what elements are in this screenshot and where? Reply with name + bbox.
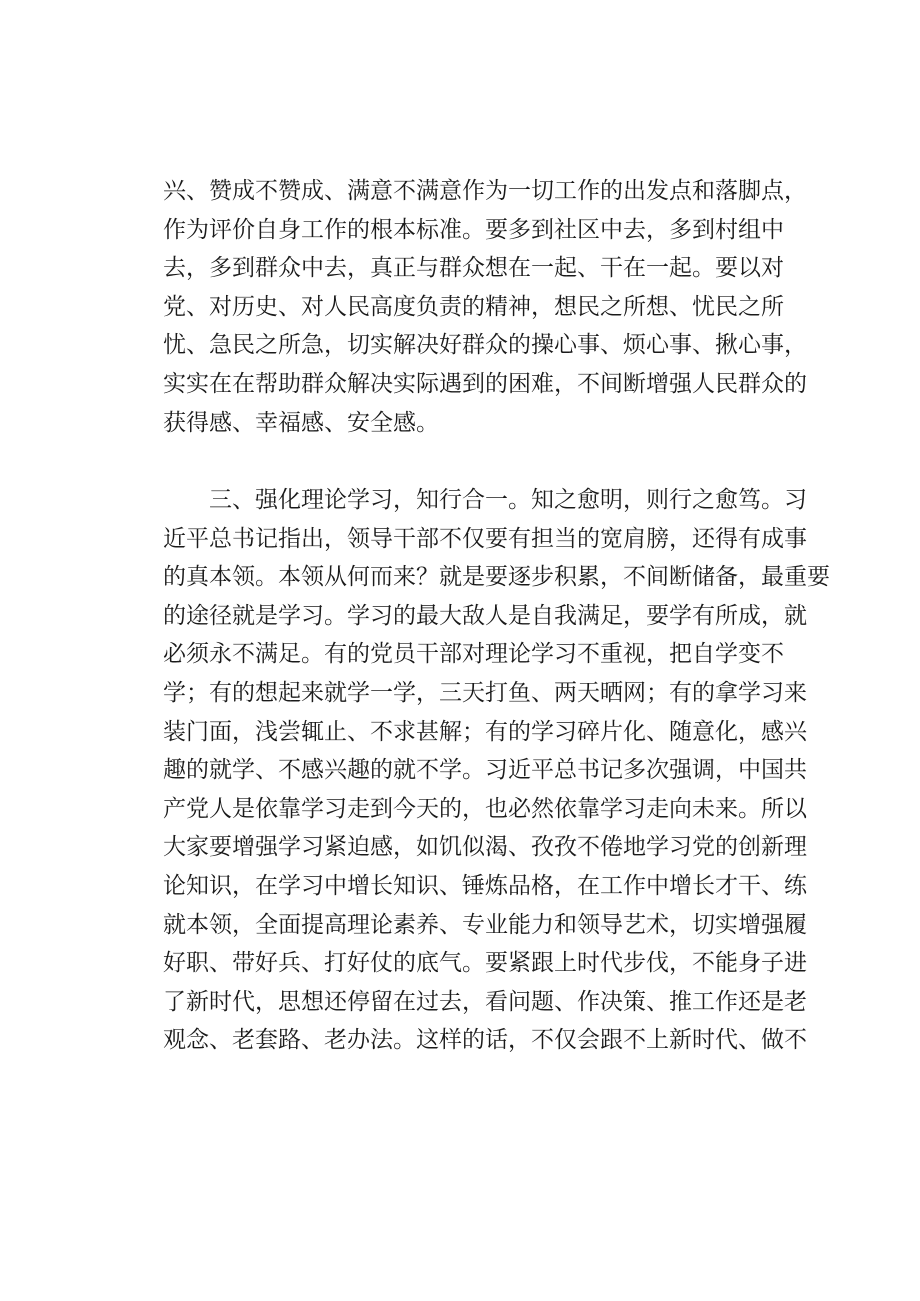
paragraph-line: 论知识，在学习中增长知识、锤炼品格，在工作中增长才干、练 [163,872,807,899]
paragraph-line: 了新时代，思想还停留在过去，看问题、作决策、推工作还是老 [163,988,807,1015]
paragraph-line: 必须永不满足。有的党员干部对理论学习不重视，把自学变不 [163,641,784,668]
paragraph-line: 忧、急民之所急，切实解决好群众的操心事、烦心事、揪心事， [163,332,807,359]
paragraph-2 [163,481,830,1060]
paragraph-line: 装门面，浅尝辄止、不求甚解；有的学习碎片化、随意化，感兴 [163,718,807,745]
paragraph-line: 三、强化理论学习，知行合一。知之愈明，则行之愈笃。习 [163,487,807,513]
paragraph-line: 实实在在帮助群众解决实际遇到的困难，不间断增强人民群众的 [163,370,807,397]
paragraph-line: 获得感、幸福感、安全感。 [163,409,439,436]
paragraph-line: 大家要增强学习紧迫感，如饥似渴、孜孜不倦地学习党的创新理 [163,834,807,861]
paragraph-line: 的真本领。本领从何而来？就是要逐步积累，不间断储备，最重要 [163,564,830,591]
paragraph-line: 好职、带好兵、打好仗的底气。要紧跟上时代步伐，不能身子进 [163,950,807,977]
paragraph-line: 近平总书记指出，领导干部不仅要有担当的宽肩膀，还得有成事 [163,525,807,552]
paragraph-line: 趣的就学、不感兴趣的就不学。习近平总书记多次强调，中国共 [163,757,807,784]
paragraph-line: 产党人是依靠学习走到今天的，也必然依靠学习走向未来。所以 [163,795,807,822]
paragraph-line: 作为评价自身工作的根本标准。要多到社区中去，多到村组中 [163,216,784,243]
paragraph-line: 就本领，全面提高理论素养、专业能力和领导艺术，切实增强履 [163,911,807,938]
paragraph-line: 观念、老套路、老办法。这样的话，不仅会跟不上新时代、做不 [163,1027,807,1054]
paragraph-line: 去，多到群众中去，真正与群众想在一起、干在一起。要以对 [163,255,784,282]
paragraph-line: 党、对历史、对人民高度负责的精神，想民之所想、忧民之所 [163,293,784,320]
paragraph-1 [163,172,807,442]
paragraph-line: 兴、赞成不赞成、满意不满意作为一切工作的出发点和落脚点， [163,178,807,204]
paragraph-line: 的途径就是学习。学习的最大敌人是自我满足，要学有所成，就 [163,602,807,629]
paragraph-line: 学；有的想起来就学一学，三天打鱼、两天晒网；有的拿学习来 [163,679,807,706]
